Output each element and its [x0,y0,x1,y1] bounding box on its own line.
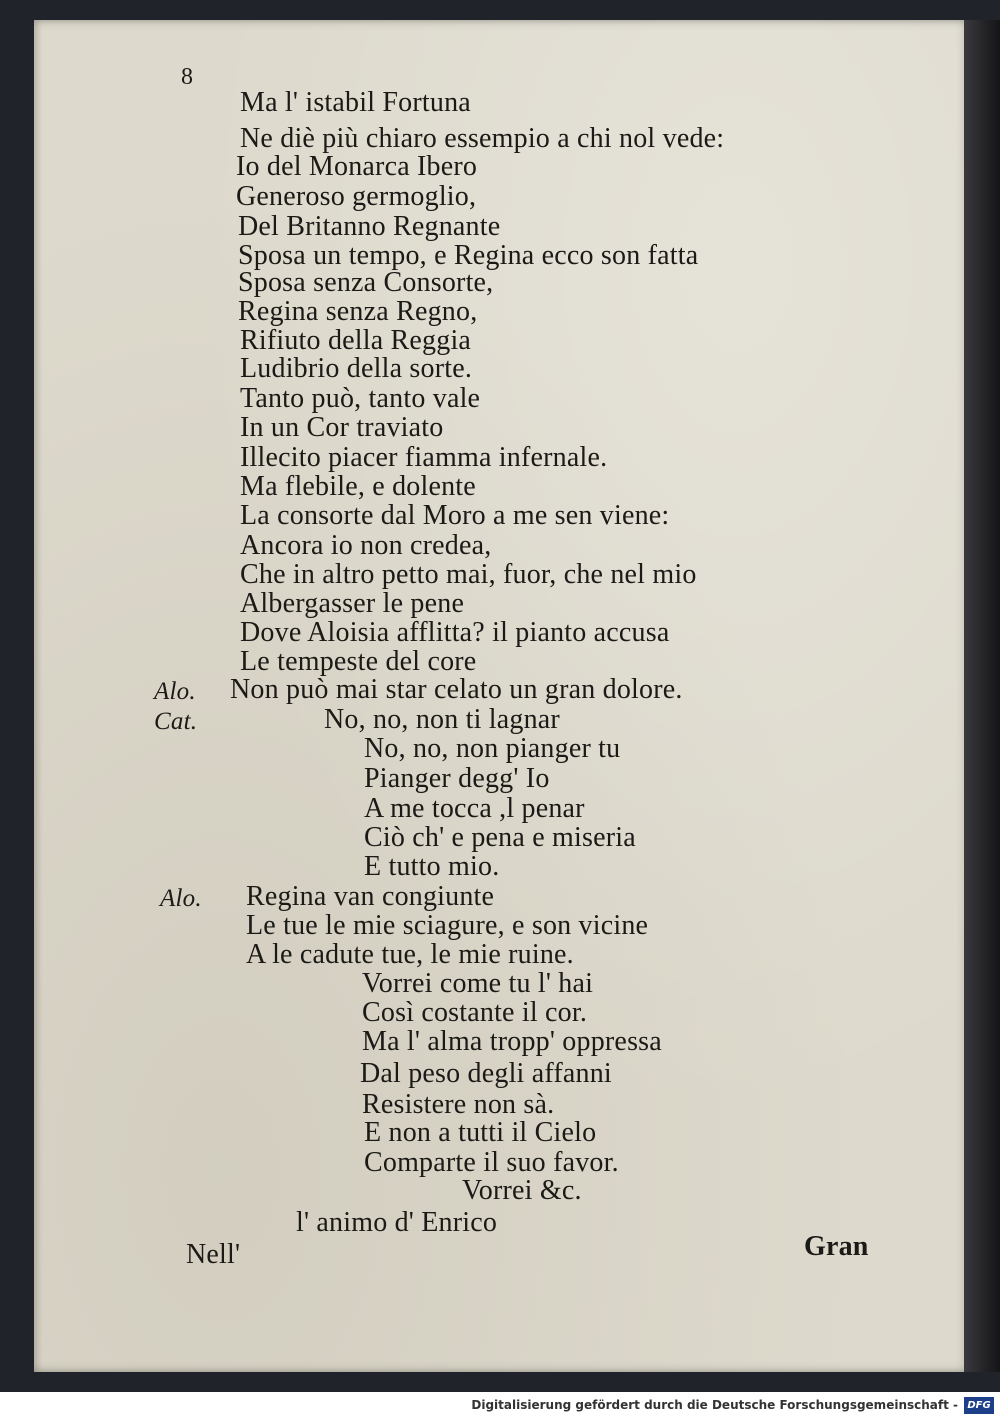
verse-line: Generoso germoglio, [236,181,477,212]
verse-line: Dove Aloisia afflitta? il pianto accusa [240,617,670,648]
dfg-logo: DFG [964,1397,994,1414]
page-number: 8 [181,64,194,90]
verse-line: Ma l' alma tropp' oppressa [362,1026,662,1057]
verse-line: No, no, non ti lagnar [324,704,560,735]
verse-line: Ne diè più chiaro essempio a chi nol vede: [240,123,725,154]
verse-line: Così costante il cor. [362,997,588,1028]
verse-line: Dal peso degli affanni [360,1058,612,1089]
verse-line: Che in altro petto mai, fuor, che nel mio [240,559,697,590]
verse-line: Albergasser le pene [240,588,465,619]
verse-line: A me tocca ,l penar [364,793,585,824]
verse-line: Regina senza Regno, [238,296,478,327]
speaker-label: Alo. [160,885,202,912]
verse-line: Rifiuto della Reggia [240,325,472,356]
verse-line: Non può mai star celato un gran dolore. [230,674,683,705]
verse-line: E non a tutti il Cielo [364,1117,597,1148]
verse-line: A le cadute tue, le mie ruine. [246,939,574,970]
verse-line: Regina van congiunte [246,881,495,912]
verse-line: Illecito piacer fiamma infernale. [240,442,608,473]
speaker-label: Alo. [154,678,196,705]
verse-line: Tanto può, tanto vale [240,383,481,414]
footer-bar [0,1392,1000,1420]
verse-line: Sposa senza Consorte, [238,267,494,298]
catchword-left: Nell' [186,1239,241,1270]
verse-line: Ma flebile, e dolente [240,471,476,502]
verse-line: Ciò ch' e pena e miseria [364,822,636,853]
verse-line: Ma l' istabil Fortuna [240,87,471,118]
verse-line: Resistere non sà. [362,1089,555,1120]
verse-line: In un Cor traviato [240,412,444,443]
verse-line: Ancora io non credea, [240,530,492,561]
footer-credit: Digitalisierung gefördert durch die Deutsche Forschungsgemeinschaft - [471,1398,958,1412]
verse-line: Comparte il suo favor. [364,1147,619,1178]
verse-line: Le tue le mie sciagure, e son vicine [246,910,649,941]
verse-line: Le tempeste del core [240,646,477,677]
verse-line: Del Britanno Regnante [238,211,501,242]
verse-line: E tutto mio. [364,851,500,882]
verse-line: l' animo d' Enrico [296,1207,498,1238]
speaker-label: Cat. [154,708,198,735]
verse-line: Pianger degg' Io [364,763,550,794]
verse-line: Io del Monarca Ibero [236,151,478,182]
verse-line: Vorrei come tu l' hai [362,968,594,999]
catchword-right: Gran [804,1231,869,1262]
verse-line: La consorte dal Moro a me sen viene: [240,500,670,531]
verse-line: Ludibrio della sorte. [240,353,473,384]
verse-line: Vorrei &c. [462,1175,582,1206]
page-edge [964,20,1000,1372]
verse-line: Sposa un tempo, e Regina ecco son fatta [238,240,699,271]
verse-line: No, no, non pianger tu [364,733,621,764]
